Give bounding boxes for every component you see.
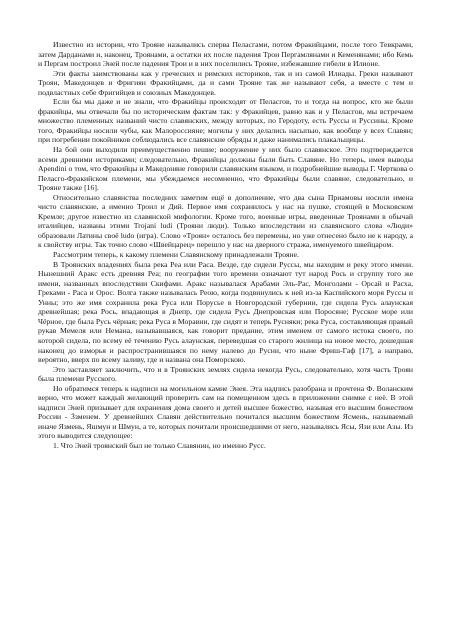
paragraph: Это заставляет заключить, что и в Троянских землях сидела некогда Русь, следовательно, хотя часть Троян была племени Русского. [38,364,413,384]
list-item: 1. Что Эней троянский был не только Славянин, но именно Русс. [53,440,266,450]
paragraph: На бой они выходили преимущественно пешие; вооружение у них было славянское. Это подтверждается всеми древними историками; следовательно, Фракийцы должны были быть Славяне. Но теперь, имея выводы Apendini о том, что Фракийцы и Македоняне говорили славянским языком, и подробнейшие выводы Г. Черткова о Пеласго-Фракийском племени, мы убеждаемся несомненно, что Фракийцы были славяне, следовательно, и Трояне также [16]. [38,145,413,193]
paragraph: Относительно славянства последних заметим ещё в дополнение, что два сына Приамовы носили имена чисто славянские, а именно Троил и Дий. Первое имя сохранилось у нас на пушке, стоящей в Московском Кремле; другое известно из славянской мифологии. Кроме того, военные игры, введенные Троянами в обычай италийцев, названы этими Trojani ludi (Трояни люди). Только впоследствии из славянского слова «Люди» образовали Латины своё ludo (игра). Слово «Троян» осталось без перемены, но уже отнесено было не к народу, а к свойству игры. Так точно слово «Швейцарец» перешло у нас на дверного стража, именуемого швейцаром. [38,192,413,250]
body-text [38,40,413,451]
paragraph: Но обратимся теперь к надписи на могильном камне Энея. Эта надпись разобрана и прочтена Ф. Воланским верно, что может каждый желающий проверить сам на помещенном здесь в приложении снимке с неё. В этой надписи Эней призывает для охранения дома своего и детей высшее божество, называя его высшим божеством России - Ӟзменем. У древнейших Славян действительно почитался высшим божеством Ясмень, называемый иначе Язмень, Яшмун и Шмун, а те, которых почитали происшедшими от него, назывались Ясы, Язи или Азы. Из этого выводится следующее: [38,383,413,441]
paragraph: Рассмотрим теперь, к какому племени Славянскому принадлежали Трояне. [53,250,299,260]
paragraph: Если бы мы даже и не знали, что Фракийцы происходят от Пеласгов, то и тогда на вопрос, кто же были фракийцы, мы отвечали бы по историческим фактам так: у Фракийцев, равно как и у Пеласгов, мы встречаем множество племенных названий чисто славянских, между которых, по Геродоту, есть Руссы и Руссины. Кроме того, Фракийцы носили чубы, как Малороссияне; могилы у них делались насыпью, как вообще у всех Славян; при погребении покойников соблюдались все славянские обряды и даже нанимались плакальщицы. [38,97,413,145]
paragraph: Эти факты заимствованы как у греческих и римских историков, так и из самой Илиады. Греки называют Троян, Македонцев и Фригиян Фракийцами, да и сами Трояне так же называют себя, а вместе с тем и подвластных себе Фригийцев и союзных Македонцев. [38,68,413,97]
paragraph: Известно из истории, что Трояне назывались сперва Пеласгами, потом Фракийцами, после того Тевкрами, затем Дарданами и, наконец, Троянами, а остатки их после падения Трои Пергамлянами и Кеменянами; ибо Кемь и Пергам построил Эней после падения Трои и в них поселились Трояне, избежавшие гибели в Илионе. [38,40,413,69]
paragraph: В Троянских владениях была река Реа или Раса. Везде, где сидели Руссы, мы находим и реку этого имени. Нынешний Аракс есть древняя Реа; по географии того времени означают тут народ Рось и сгруппу того же имени, названных впоследствии Скифами. Аракс называлася Арабами Эль-Рас, Монголами - Орсай и Расха, Греками - Раса и Орос. Волга также называлась Реою, когда подвинулись к ней из-за Каспийского моря Руссы и Унны; это же имя сохранила река Руса или Порусье в Новгородской губернии, где сидела Русь алаунская древнейшая; река Рось, впадающая в Днепр, где сидела Русь Днепровская или Поросяне; Русское море или Чёрное, где была Русь чёрная; река Руса в Моравии, где сидят и теперь Русняки; река Руса, составляющая правый рукав Мемеля или Немана, называвшаяся, как говорит предание, этим именем от самого истока своего, по которой сидела, по всему её течению Русь алаунская, переведшая со старого жилища на новое место, дошедшая наконец до взморья и распространившаяся по нему налево до Русни, что ныне Фриш-Гаф [17], а направо, вероятно, вверх по всему заливу, где и названа она Поморскою. [38,259,413,365]
